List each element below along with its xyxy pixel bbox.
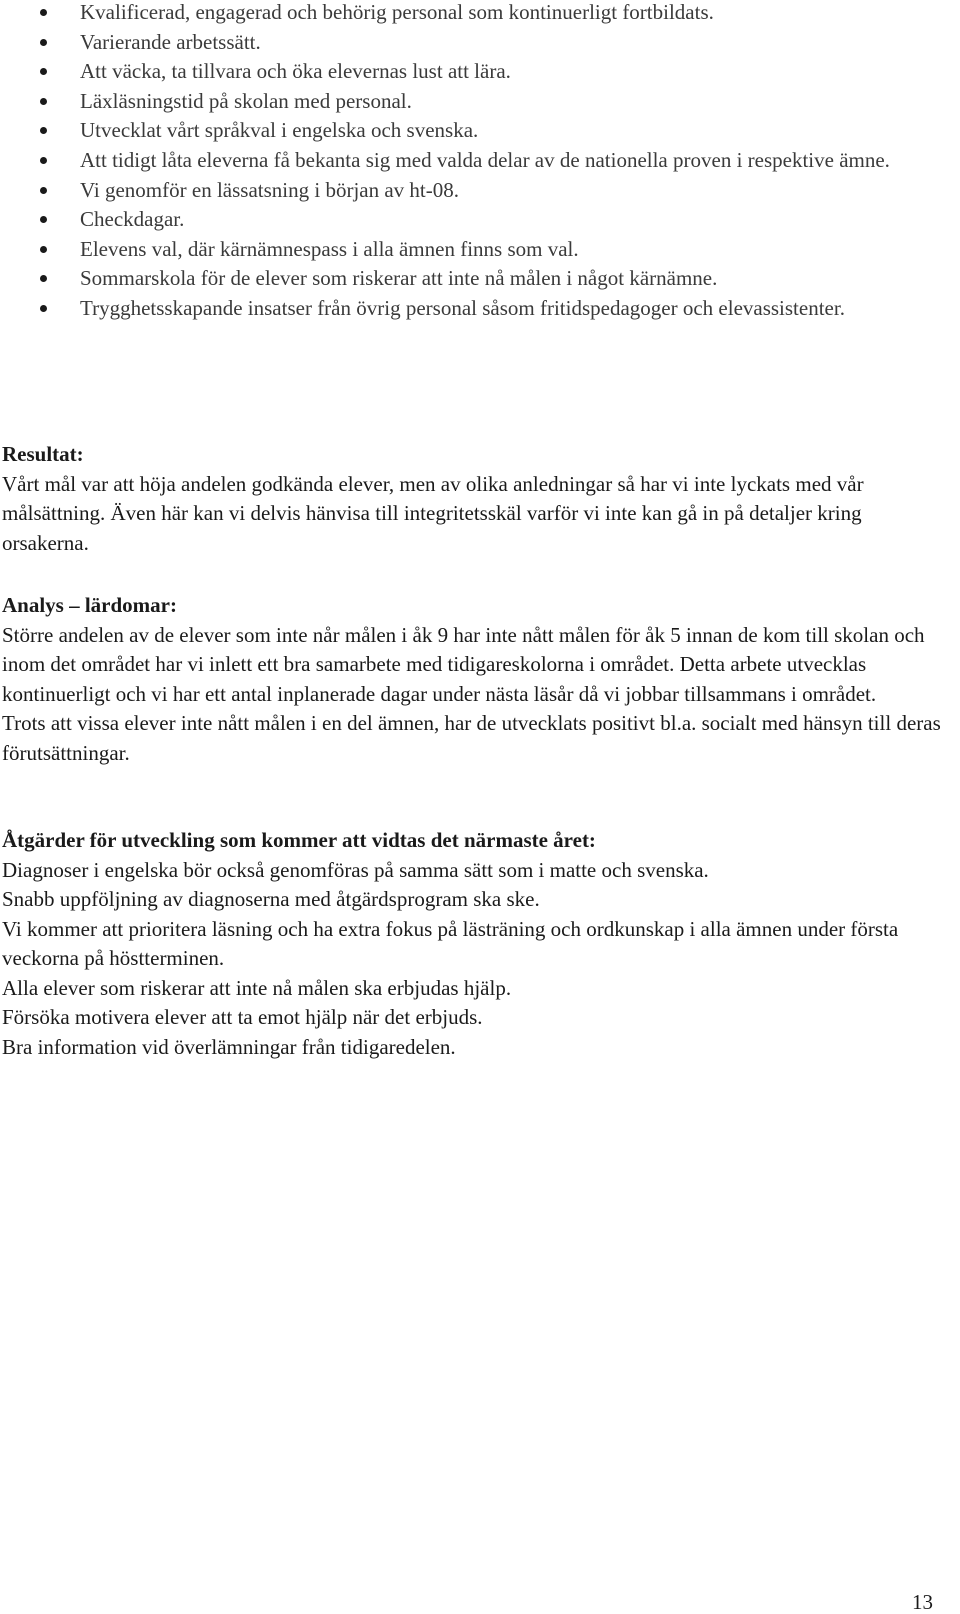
bullet-item	[34, 116, 934, 146]
bullet-item	[34, 294, 934, 324]
bullet-text: Att väcka, ta tillvara och öka elevernas lust att lära.	[80, 59, 511, 84]
atgarder-line: Alla elever som riskerar att inte nå målen ska erbjudas hjälp.	[2, 975, 512, 1000]
bullet-icon	[40, 275, 47, 282]
bullet-icon	[40, 216, 47, 223]
bullet-text: Vi genomför en lässatsning i början av ht-08.	[80, 177, 459, 202]
bullet-item	[34, 235, 934, 265]
bullet-text: Att tidigt låta eleverna få bekanta sig med valda delar av de nationella proven i respektive ämne.	[80, 147, 890, 172]
bullet-icon	[40, 39, 47, 46]
atgarder-line: Snabb uppföljning av diagnoserna med åtgärdsprogram ska ske.	[2, 887, 540, 911]
bullet-item	[34, 87, 934, 117]
bullet-item	[34, 28, 934, 58]
bullet-icon	[40, 98, 47, 105]
bullet-icon	[40, 246, 47, 253]
bullet-icon	[40, 305, 47, 312]
bullet-text: Elevens val, där kärnämnespass i alla ämnen finns som val.	[80, 236, 579, 261]
bullet-item	[34, 0, 934, 28]
analys-paragraph: Större andelen av de elever som inte når målen i åk 9 har inte nått målen för åk 5 innan de kom till skolan och inom det området har vi inlett ett bra samarbete med tidigareskolorna i området. Detta arbete utvecklas kontinuerligt och vi har ett antal inplanerade dagar under nästa läsår då vi jobbar tillsammans i området.	[2, 622, 925, 706]
bullet-item	[34, 57, 934, 87]
atgarder-heading: Åtgärder för utveckling som kommer att vidtas det närmaste året:	[2, 828, 596, 852]
bullet-item	[34, 146, 934, 176]
bullet-text: Utvecklat vårt språkval i engelska och svenska.	[80, 118, 479, 143]
resultat-section	[2, 440, 942, 558]
atgarder-line: Försöka motivera elever att ta emot hjälp när det erbjuds.	[2, 1005, 483, 1029]
bullet-text: Checkdagar.	[80, 207, 185, 232]
bullet-icon	[40, 127, 47, 134]
bullet-icon	[40, 157, 47, 164]
bullet-list	[34, 0, 934, 324]
bullet-text: Läxläsningstid på skolan med personal.	[80, 88, 412, 113]
atgarder-section	[2, 826, 942, 1062]
bullet-icon	[40, 9, 47, 16]
bullet-text: Varierande arbetssätt.	[80, 29, 261, 54]
bullet-icon	[40, 68, 47, 75]
analys-paragraph: Trots att vissa elever inte nått målen i en del ämnen, har de utvecklats positivt bl.a. socialt med hänsyn till deras förutsättningar.	[2, 711, 941, 765]
bullet-text: Sommarskola för de elever som riskerar att inte nå målen i något kärnämne.	[80, 266, 718, 291]
bullet-text: Trygghetsskapande insatser från övrig personal såsom fritidspedagoger och elevassistenter.	[80, 295, 845, 320]
analys-section	[2, 591, 942, 768]
resultat-heading: Resultat:	[2, 442, 84, 466]
bullet-item	[34, 264, 934, 294]
bullet-item	[34, 205, 934, 235]
bullet-item	[34, 176, 934, 206]
atgarder-line: Bra information vid överlämningar från tidigaredelen.	[2, 1034, 456, 1059]
bullet-icon	[40, 187, 47, 194]
atgarder-line: Diagnoser i engelska bör också genomföras på samma sätt som i matte och svenska.	[2, 857, 709, 882]
analys-heading: Analys – lärdomar:	[2, 593, 177, 617]
resultat-text: Vårt mål var att höja andelen godkända elever, men av olika anledningar så har vi inte lyckats med vår målsättning. Även här kan vi delvis hänvisa till integritetsskäl varför vi inte kan gå in på detaljer kring orsakerna.	[2, 471, 864, 555]
bullet-text: Kvalificerad, engagerad och behörig personal som kontinuerligt fortbildats.	[80, 0, 714, 24]
page-number: 13	[912, 1590, 933, 1614]
atgarder-line: Vi kommer att prioritera läsning och ha extra fokus på lästräning och ordkunskap i alla ämnen under första veckorna på höstterminen.	[2, 916, 899, 970]
